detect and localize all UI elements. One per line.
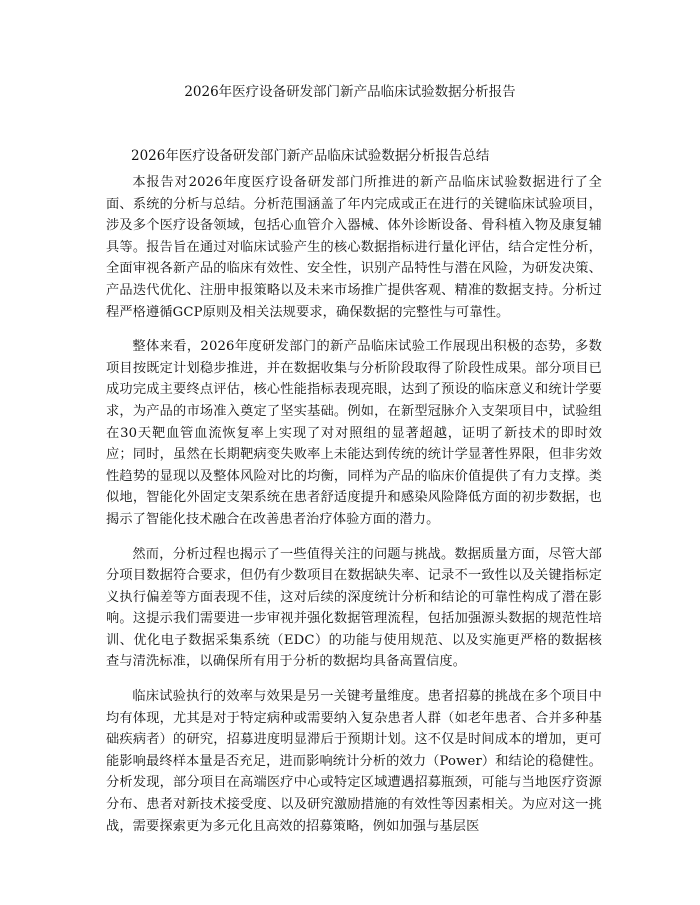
paragraph-scope: 本报告对2026年度医疗设备研发部门所推进的新产品临床试验数据进行了全面、系统的分析与总结。分析范围涵盖了年内完成或正在进行的关键临床试验项目，涉及多个医疗设备领域，包括心血管介入器械、体外诊断设备、骨科植入物及康复辅具等。报告旨在通过对临床试验产生的核心数据指标进行量化评估，结合定性分析，全面审视各新产品的临床有效性、安全性，识别产品特性与潜在风险，为研发决策、产品迭代优化、注册申报策略以及未来市场推广提供客观、精准的数据支持。分析过程严格遵循GCP原则及相关法规要求，确保数据的完整性与可靠性。 [106, 175, 602, 320]
paragraph-data-quality: 然而，分析过程也揭示了一些值得关注的问题与挑战。数据质量方面，尽管大部分项目数据符合要求，但仍有少数项目在数据缺失率、记录不一致性以及关键指标定义执行偏差等方面表现不佳，这对后续的深度统计分析和结论的可靠性构成了潜在影响。这提示我们需要进一步审视并强化数据管理流程，包括加强源头数据的规范性培训、优化电子数据采集系统（EDC）的功能与使用规范、以及实施更严格的数据核查与清洗标准，以确保所有用于分析的数据均具备高置信度。 [106, 546, 602, 670]
paragraph-recruitment: 临床试验执行的效率与效果是另一关键考量维度。患者招募的挑战在多个项目中均有体现，尤其是对于特定病种或需要纳入复杂患者人群（如老年患者、合并多种基础疾病者）的研究，招募进度明显滞后于预期计划。这不仅是时间成本的增加，更可能影响最终样本量是否充足，进而影响统计分析的效力（Power）和结论的稳健性。分析发现，部分项目在高端医疗中心或特定区域遭遇招募瓶颈，可能与当地医疗资源分布、患者对新技术接受度、以及研究激励措施的有效性等因素相关。为应对这一挑战，需要探索更为多元化且高效的招募策略，例如加强与基层医 [106, 689, 602, 834]
document-title: 2026年医疗设备研发部门新产品临床试验数据分析报告 [184, 84, 516, 100]
paragraph-overall-progress: 整体来看，2026年度研发部门的新产品临床试验工作展现出积极的态势，多数项目按既定计划稳步推进，并在数据收集与分析阶段取得了阶段性成果。部分项目已成功完成主要终点评估，核心性能指标表现亮眼，达到了预设的临床意义和统计学要求，为产品的市场准入奠定了坚实基础。例如，在新型冠脉介入支架项目中，试验组在30天靶血管血流恢复率上实现了对对照组的显著超越，证明了新技术的即时效应；同时，虽然在长期靶病变失败率上未能达到传统的统计学显著性界限，但非劣效性趋势的显现以及整体风险对比的均衡，同样为产品的临床价值提供了有力支撑。类似地，智能化外固定支架系统在患者舒适度提升和感染风险降低方面的初步数据，也揭示了智能化技术融合在改善患者治疗体验方面的潜力。 [106, 339, 602, 527]
document-subtitle: 2026年医疗设备研发部门新产品临床试验数据分析报告总结 [131, 148, 490, 164]
document-body [106, 172, 602, 850]
